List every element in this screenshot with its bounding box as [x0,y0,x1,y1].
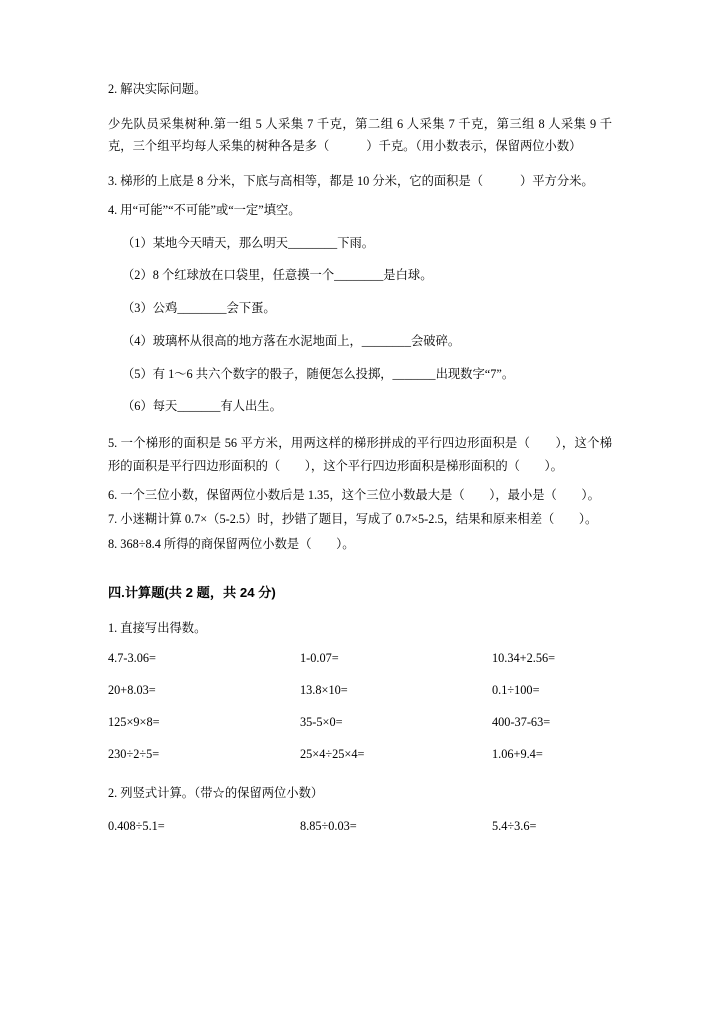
question-5: 5. 一个梯形的面积是 56 平方米，用两这样的梯形拼成的平行四边形面积是（ ），这个梯形的面积是平行四边形面积的（ ），这个平行四边形面积是梯形面积的（ ）。 [108,436,612,473]
question-4-5: （5）有 1～6 共六个数字的骰子，随便怎么投掷，_______出现数字“7”。 [122,366,515,381]
question-3: 3. 梯形的上底是 8 分米，下底与高相等，都是 10 分米，它的面积是（ ）平方分米。 [108,174,594,189]
calc-grid-direct-answers [108,651,612,762]
question-4-3: （3）公鸡________会下蛋。 [122,301,276,316]
question-4-6: （6）每天_______有人出生。 [122,399,282,414]
calc-item: 4.7-3.06= [108,651,156,666]
section-four-question-1-heading: 1. 直接写出得数。 [108,620,207,635]
question-4-2: （2）8 个红球放在口袋里，任意摸一个________是白球。 [122,268,433,283]
question-6: 6. 一个三位小数，保留两位小数后是 1.35，这个三位小数最大是（ ），最小是（ ）。 [108,487,600,502]
question-8: 8. 368÷8.4 所得的商保留两位小数是（ ）。 [108,537,355,552]
question-4-1: （1）某地今天晴天，那么明天________下雨。 [122,235,375,250]
question-4-4: （4）玻璃杯从很高的地方落在水泥地面上，________会破碎。 [122,333,461,348]
calc-item: 35-5×0= [300,715,343,730]
question-4: 4. 用“可能”“不可能”或“一定”填空。 [108,202,301,217]
spacer [108,105,612,113]
calc-item: 125×9×8= [108,715,160,730]
calc-item: 1-0.07= [300,651,339,666]
section-four-title: 四.计算题(共 2 题，共 24 分) [108,584,276,600]
calc-item: 230÷2÷5= [108,747,160,762]
question-7: 7. 小迷糊计算 0.7×（5-2.5）时，抄错了题目，写成了 0.7×5-2.5，结果和原来相差（ ）。 [108,512,598,527]
section-four-question-2-heading: 2. 列竖式计算。（带☆的保留两位小数） [108,786,324,801]
calc-item: 5.4÷3.6= [492,819,537,834]
calc-item: 8.85÷0.03= [300,819,357,834]
calc-item: 20+8.03= [108,683,156,698]
calc-item: 10.34+2.56= [492,651,556,666]
calc-item: 1.06+9.4= [492,747,543,762]
question-2-heading: 2. 解决实际问题。 [108,82,207,96]
calc-grid-vertical-format [108,819,612,834]
calc-item: 0.1÷100= [492,683,540,698]
calc-item: 400-37-63= [492,715,551,730]
calc-item: 25×4÷25×4= [300,747,365,762]
calc-item: 0.408÷5.1= [108,819,165,834]
question-2-body: 少先队员采集树种.第一组 5 人采集 7 千克，第二组 6 人采集 7 千克，第三组 8 人采集 9 千克，三个组平均每人采集的树种各是多（ ）千克。（用小数表示，保留两位小数） [108,116,612,154]
calc-item: 13.8×10= [300,683,348,698]
